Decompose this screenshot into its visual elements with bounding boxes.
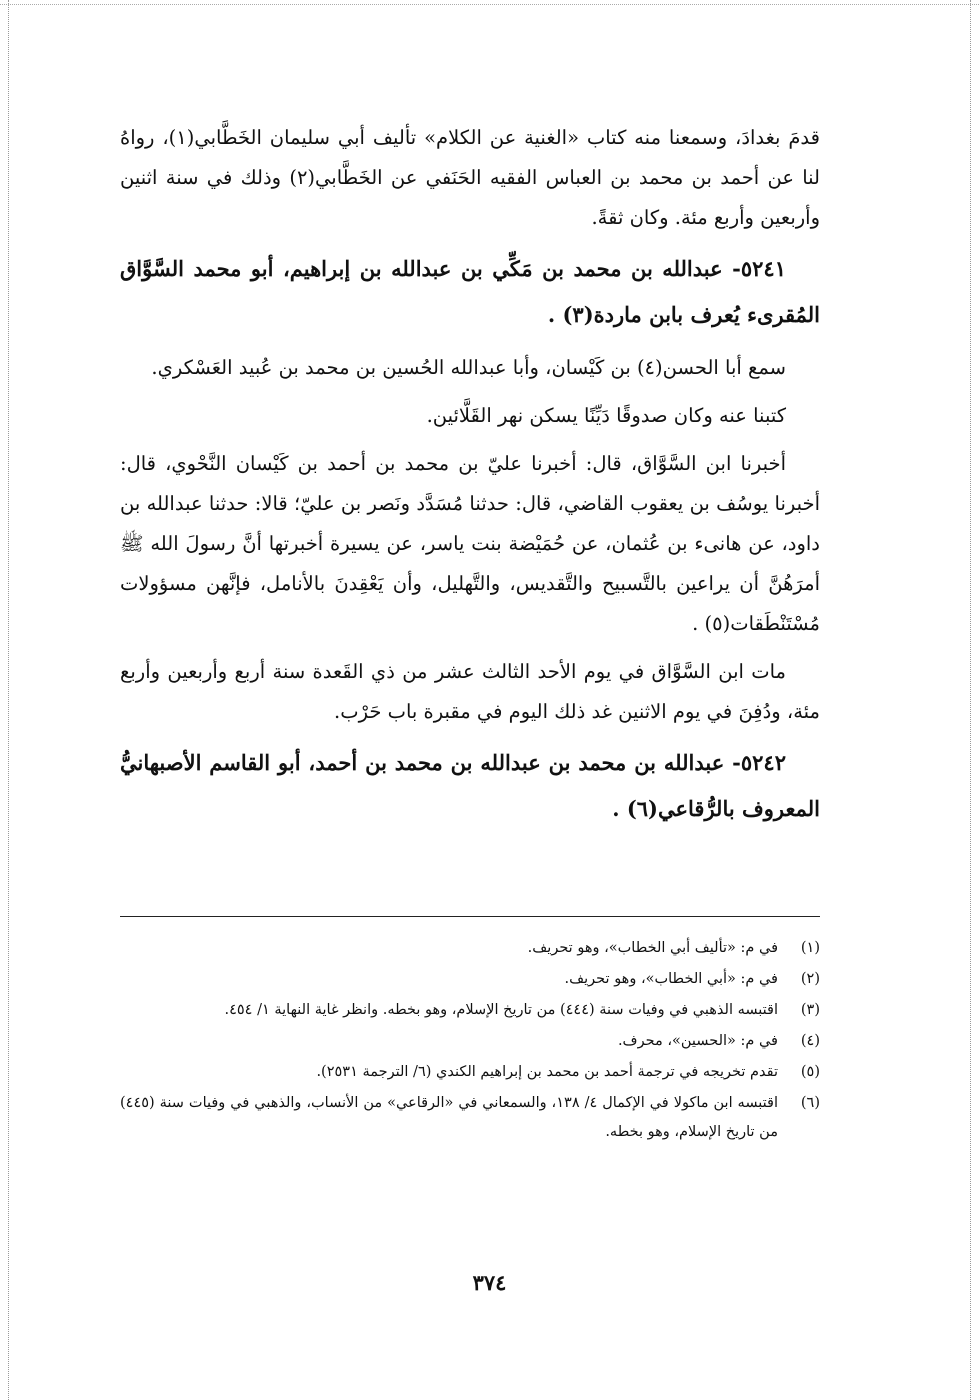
paragraph-intro: قدمَ بغدادَ، وسمعنا منه كتاب «الغنية عن الكلام» تأليف أبي سليمان الخَطَّابي(١)، رواهُ لنا عن أحمد بن محمد بن العباس الفقيه الحَنَفي عن الخَطَّابي(٢) وذلك في سنة اثنين وأربعين وأربع مئة. وكان ثقةً. [120, 126, 820, 229]
entry-heading-5242: ٥٢٤٢- عبدالله بن محمد بن عبدالله بن محمد بن أحمد، أبو القاسم الأصبهانيُّ المعروف بالرُّقاعي(٦) . [120, 750, 820, 821]
footnote-item [120, 1027, 820, 1056]
footnote-number: (٤) [800, 1033, 820, 1049]
paragraph-heard: سمع أبا الحسن(٤) بن كَيْسان، وأبا عبدالله الحُسين بن محمد بن عُبيد العَسْكري. [151, 356, 786, 379]
page-number: ٣٧٤ [472, 1270, 507, 1295]
footnote-number: (٦) [800, 1095, 820, 1111]
scan-top-edge [0, 4, 979, 5]
footnote-number: (٣) [800, 1002, 820, 1018]
footnote-item [120, 1058, 820, 1087]
footnote-text: في م: «تأليف أبي الخطاب»، وهو تحريف. [527, 940, 778, 956]
footnote-text: في م: «الحسين»، محرف. [617, 1033, 778, 1049]
paragraph-wrote: كتبنا عنه وكان صدوقًا دَيِّنًا يسكن نهر القَلَّائين. [426, 404, 786, 427]
footnote-text: في م: «أبي الخطاب»، وهو تحريف. [564, 971, 778, 987]
footnote-item [120, 934, 820, 963]
footnote-separator [120, 916, 820, 917]
footnote-item [120, 996, 820, 1025]
footnote-text: اقتبسه الذهبي في وفيات سنة (٤٤٤) من تاريخ الإسلام، وهو بخطه. وانظر غاية النهاية ١/ ٤٥٤. [224, 1002, 778, 1018]
paragraph-hadith: أخبرنا ابن السَّوَّاق، قال: أخبرنا عليّ بن محمد بن أحمد بن كَيْسان النَّحْوي، قال: أخبرنا يوسُف بن يعقوب القاضي، قال: حدثنا مُسَدَّد ونَصر بن عليّ؛ قالا: حدثنا عبدالله بن داود، عن هانىء بن عُثمان، عن حُمَيْضة بنت ياسر، عن يسيرة أخبرتها أنَّ رسولَ الله ﷺ أمرَهُنَّ أن يراعين بالتَّسبيح والتَّقديس، والتَّهليل، وأن يَعْقِدنَ بالأنامل، فإنَّهن مسؤولات مُسْتَنْطَقات(٥) . [120, 452, 820, 635]
footnote-number: (١) [800, 940, 820, 956]
footnote-number: (٥) [800, 1064, 820, 1080]
footnote-item [120, 965, 820, 994]
entry-heading-5241: ٥٢٤١- عبدالله بن محمد بن مَكِّي بن عبدالله بن إبراهيم، أبو محمد السَّوَّاق المُقرىء يُعرف بابن ماردة(٣) . [120, 256, 820, 327]
footnote-number: (٢) [800, 971, 820, 987]
footnote-text: تقدم تخريجه في ترجمة أحمد بن محمد بن إبراهيم الكندي (٦/ الترجمة ٢٥٣١). [316, 1064, 778, 1080]
paragraph-death: مات ابن السَّوَّاق في يوم الأحد الثالث عشر من ذي القَعدة سنة أربع وأربعين وأربع مئة، ودُفِنَ في يوم الاثنين غد ذلك اليوم في مقبرة باب حَرْب. [120, 660, 820, 723]
footnotes [120, 934, 820, 1149]
main-text [120, 118, 820, 842]
footnote-text: اقتبسه ابن ماكولا في الإكمال ٤/ ١٣٨، والسمعاني في «الرقاعي» من الأنساب، والذهبي في وفيات سنة (٤٤٥) من تاريخ الإسلام، وهو بخطه. [120, 1095, 778, 1140]
footnote-item [120, 1089, 820, 1147]
